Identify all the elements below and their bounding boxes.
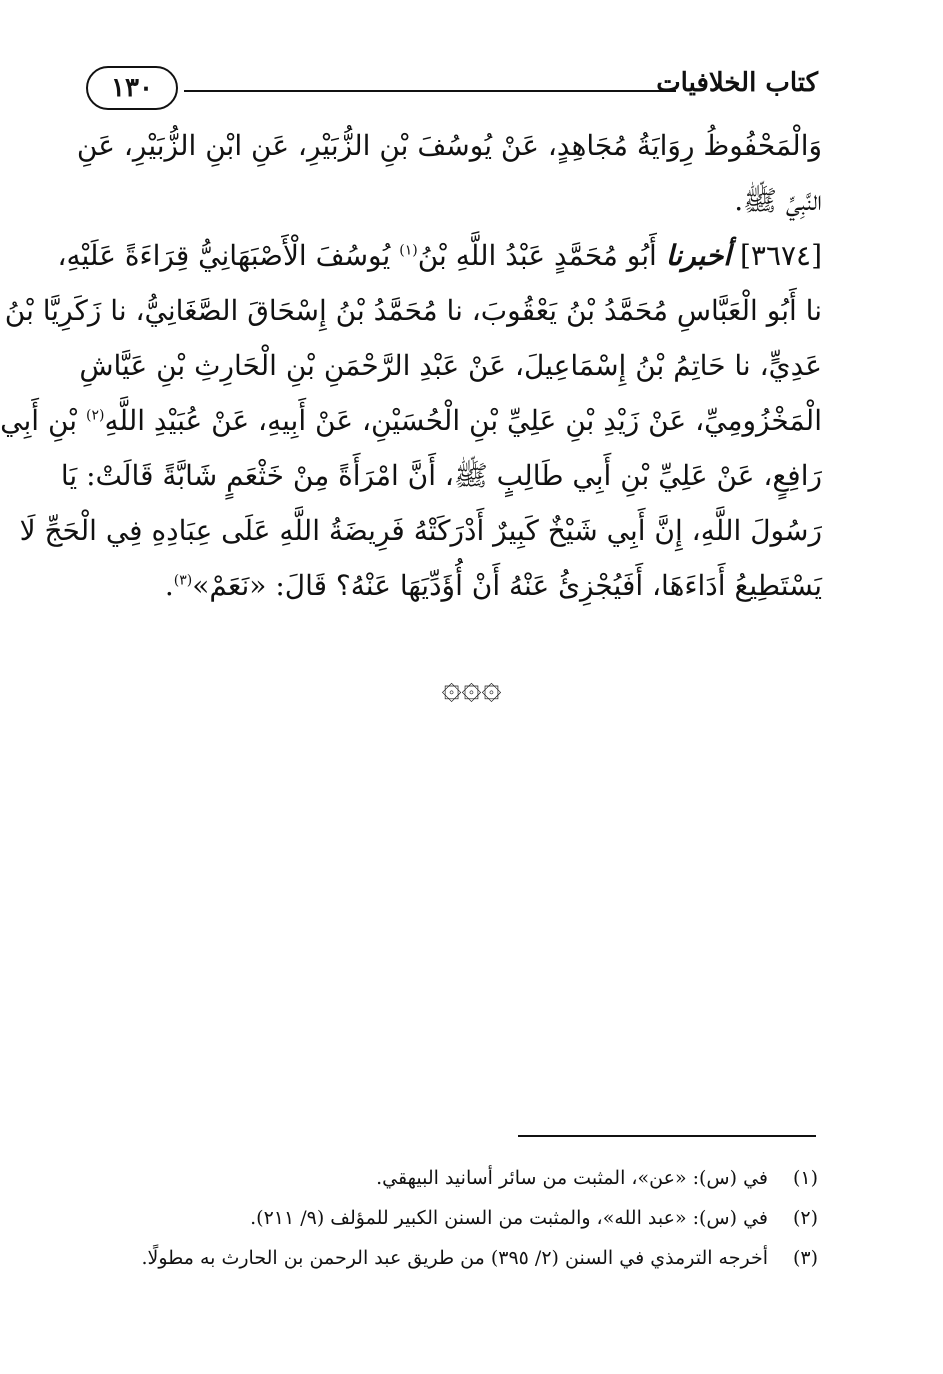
page-header bbox=[86, 66, 818, 118]
footnote-2 bbox=[100, 1198, 818, 1238]
text-line-8: رَسُولَ اللَّهِ، إِنَّ أَبِي شَيْخٌ كَبِيرٌ أَدْرَكَتْهُ فَرِيضَةُ اللَّهِ عَلَى عِبَادِهِ فِي الْحَجِّ لَا bbox=[19, 514, 822, 547]
footnote-number: (١) bbox=[792, 1167, 818, 1189]
hadith-number: [٣٦٧٤] bbox=[739, 239, 822, 272]
text-line-9-part-b: . bbox=[164, 569, 174, 602]
text-line-6 bbox=[0, 393, 822, 448]
page-number: ١٣٠ bbox=[86, 66, 178, 110]
footnote-text: في (س): «عن»، المثبت من سائر أسانيد البيهقي. bbox=[376, 1167, 768, 1189]
paragraph-hadith bbox=[0, 228, 822, 613]
text-line-5: عَدِيٍّ، نا حَاتِمُ بْنُ إِسْمَاعِيلَ، عَنْ عَبْدِ الرَّحْمَنِ بْنِ الْحَارِثِ بْنِ عَيَّاشِ bbox=[79, 349, 822, 382]
text-line-2: النَّبِيِّ ﷺ. bbox=[734, 184, 822, 217]
footnote-3 bbox=[100, 1238, 818, 1278]
text-line-6-part-a: الْمَخْزُومِيِّ، عَنْ زَيْدِ بْنِ عَلِيِّ بْنِ الْحُسَيْنِ، عَنْ أَبِيهِ، عَنْ عُبَيْدِ اللَّهِ bbox=[104, 404, 822, 437]
text-line-1: وَالْمَحْفُوظُ رِوَايَةُ مُجَاهِدٍ، عَنْ يُوسُفَ بْنِ الزُّبَيْرِ، عَنِ ابْنِ الزُّبَيْرِ، عَنِ bbox=[76, 129, 822, 162]
book-title: كتاب الخلافيات bbox=[656, 68, 818, 98]
ornament-icon: ۞ bbox=[481, 667, 502, 707]
footnote-number: (٣) bbox=[792, 1247, 818, 1269]
text-line-6-part-b: بْنِ أَبِي bbox=[0, 404, 78, 437]
header-rule bbox=[184, 90, 676, 92]
ornament-icon: ۞ bbox=[441, 667, 462, 707]
main-text bbox=[0, 118, 822, 613]
akhbarana-keyword: أخبرنا bbox=[665, 239, 732, 272]
footnote-text: في (س): «عبد الله»، والمثبت من السنن الكبير للمؤلف (٩/ ٢١١). bbox=[250, 1207, 768, 1229]
footnote-ref-3[interactable]: (٣) bbox=[173, 572, 193, 589]
text-line-3-part-a: أَبُو مُحَمَّدٍ عَبْدُ اللَّهِ بْنُ bbox=[417, 239, 657, 272]
ornament-icon: ۞ bbox=[461, 667, 482, 707]
footnote-text: أخرجه الترمذي في السنن (٢/ ٣٩٥) من طريق عبد الرحمن بن الحارث به مطولًا. bbox=[141, 1247, 768, 1269]
footnote-number: (٢) bbox=[792, 1207, 818, 1229]
text-line-9-part-a: يَسْتَطِيعُ أَدَاءَهَا، أَفَيُجْزِئُ عَنْهُ أَنْ أُؤَدِّيَهَا عَنْهُ؟ قَالَ: «نَعَمْ» bbox=[192, 569, 822, 602]
text-line-9 bbox=[80, 558, 822, 613]
text-line-4: نا أَبُو الْعَبَّاسِ مُحَمَّدُ بْنُ يَعْقُوبَ، نا مُحَمَّدُ بْنُ إِسْحَاقَ الصَّغَانِيُّ، نا زَكَرِيَّا بْنُ bbox=[4, 294, 822, 327]
footnote-ref-1[interactable]: (١) bbox=[399, 242, 418, 259]
section-ornament bbox=[0, 666, 943, 707]
paragraph-intro bbox=[76, 118, 822, 228]
text-line-3-part-b: يُوسُفَ الْأَصْبَهَانِيُّ قِرَاءَةً عَلَيْهِ، bbox=[57, 239, 391, 272]
text-line-3 bbox=[57, 228, 822, 283]
footnotes bbox=[100, 1158, 818, 1278]
footnote-separator bbox=[518, 1135, 816, 1137]
text-line-7: رَافِعٍ، عَنْ عَلِيِّ بْنِ أَبِي طَالِبٍ ﷺ، أَنَّ امْرَأَةً مِنْ خَثْعَمٍ شَابَّةً قَالَتْ: يَا bbox=[60, 459, 822, 492]
footnote-1 bbox=[100, 1158, 818, 1198]
footnote-ref-2[interactable]: (٢) bbox=[85, 407, 105, 424]
